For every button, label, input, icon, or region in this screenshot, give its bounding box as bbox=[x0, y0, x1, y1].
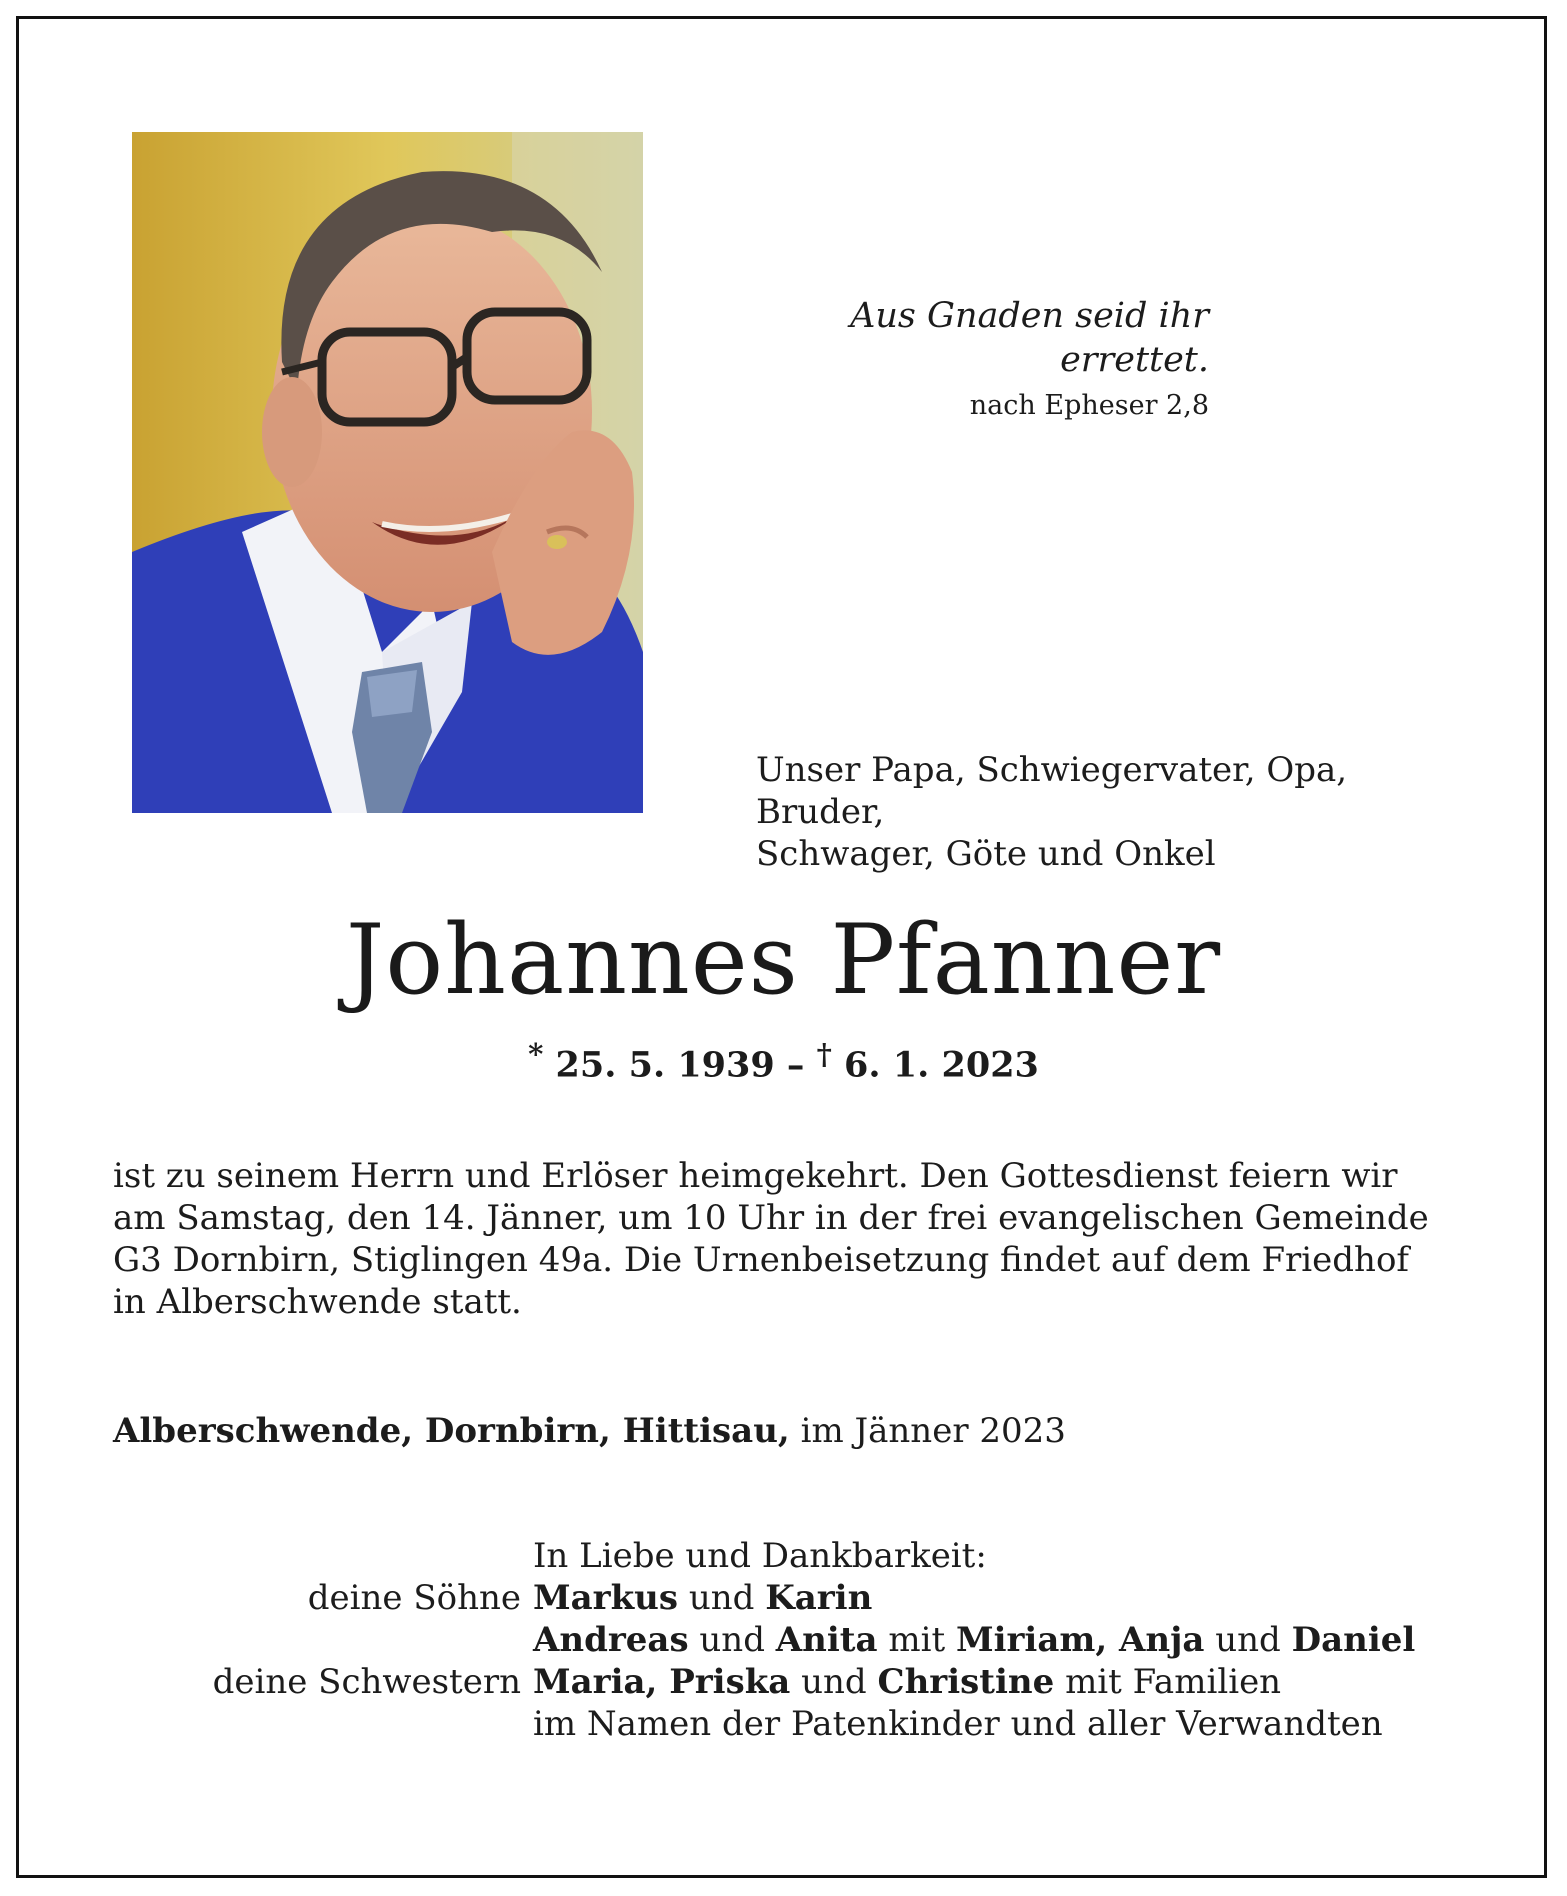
and-2: und bbox=[699, 1620, 765, 1660]
and-3: und bbox=[1215, 1620, 1281, 1660]
son-2: Andreas bbox=[533, 1620, 689, 1660]
bible-verse bbox=[719, 294, 1209, 426]
deceased-name: Johannes Pfanner bbox=[345, 904, 1222, 1016]
place-towns: Alberschwende, Dornbirn, Hittisau, bbox=[113, 1411, 790, 1451]
verse-reference: nach Epheser 2,8 bbox=[969, 390, 1209, 421]
death-symbol: † bbox=[816, 1037, 832, 1071]
and-1: und bbox=[688, 1578, 755, 1618]
mourners-intro-row bbox=[113, 1535, 1453, 1577]
families-text: mit Familien bbox=[1065, 1662, 1282, 1702]
relationship-line-1: Unser Papa, Schwiegervater, Opa, Bruder, bbox=[756, 750, 1348, 832]
mourners-list bbox=[113, 1535, 1453, 1745]
life-dates bbox=[0, 1030, 1567, 1090]
date-separator: – bbox=[786, 1044, 805, 1086]
announcement-line-4: in Alberschwende statt. bbox=[113, 1282, 522, 1322]
sisters-label: deine Schwestern bbox=[212, 1662, 521, 1702]
announcement-text bbox=[113, 1155, 1453, 1323]
sisters-row bbox=[113, 1661, 1453, 1703]
sons-row-1 bbox=[113, 1577, 1453, 1619]
partner-1: Karin bbox=[765, 1578, 873, 1618]
mourners-intro: In Liebe und Dankbarkeit: bbox=[533, 1536, 987, 1576]
portrait-photo bbox=[132, 132, 643, 813]
closing-text: im Namen der Patenkinder und aller Verwandten bbox=[533, 1704, 1383, 1744]
place-and-date bbox=[113, 1410, 1066, 1452]
announcement-line-1: ist zu seinem Herrn und Erlöser heimgekehrt. Den Gottesdienst feiern wir bbox=[113, 1156, 1398, 1196]
announcement-line-2: am Samstag, den 14. Jänner, um 10 Uhr in der frei evangelischen Gemeinde bbox=[113, 1198, 1429, 1238]
closing-row bbox=[113, 1703, 1453, 1745]
birth-symbol: * bbox=[528, 1037, 544, 1071]
relationship-line-2: Schwager, Göte und Onkel bbox=[756, 834, 1216, 874]
announcement-line-3: G3 Dornbirn, Stiglingen 49a. Die Urnenbeisetzung findet auf dem Friedhof bbox=[113, 1240, 1410, 1280]
grandchild-2: Daniel bbox=[1291, 1620, 1416, 1660]
sons-row-2 bbox=[113, 1619, 1453, 1661]
partner-2: Anita bbox=[775, 1620, 878, 1660]
place-date: im Jänner 2023 bbox=[800, 1411, 1066, 1451]
verse-text: Aus Gnaden seid ihr errettet. bbox=[850, 296, 1209, 380]
sons-label: deine Söhne bbox=[307, 1578, 521, 1618]
relationship-text bbox=[756, 749, 1476, 875]
death-date: 6. 1. 2023 bbox=[844, 1044, 1039, 1086]
and-4: und bbox=[801, 1662, 867, 1702]
birth-date: 25. 5. 1939 bbox=[555, 1044, 775, 1086]
sisters-names: Maria, Priska bbox=[533, 1662, 791, 1702]
sister-3: Christine bbox=[877, 1662, 1055, 1702]
son-1: Markus bbox=[533, 1578, 678, 1618]
grandchildren-1: Miriam, Anja bbox=[955, 1620, 1205, 1660]
with-1: mit bbox=[888, 1620, 946, 1660]
